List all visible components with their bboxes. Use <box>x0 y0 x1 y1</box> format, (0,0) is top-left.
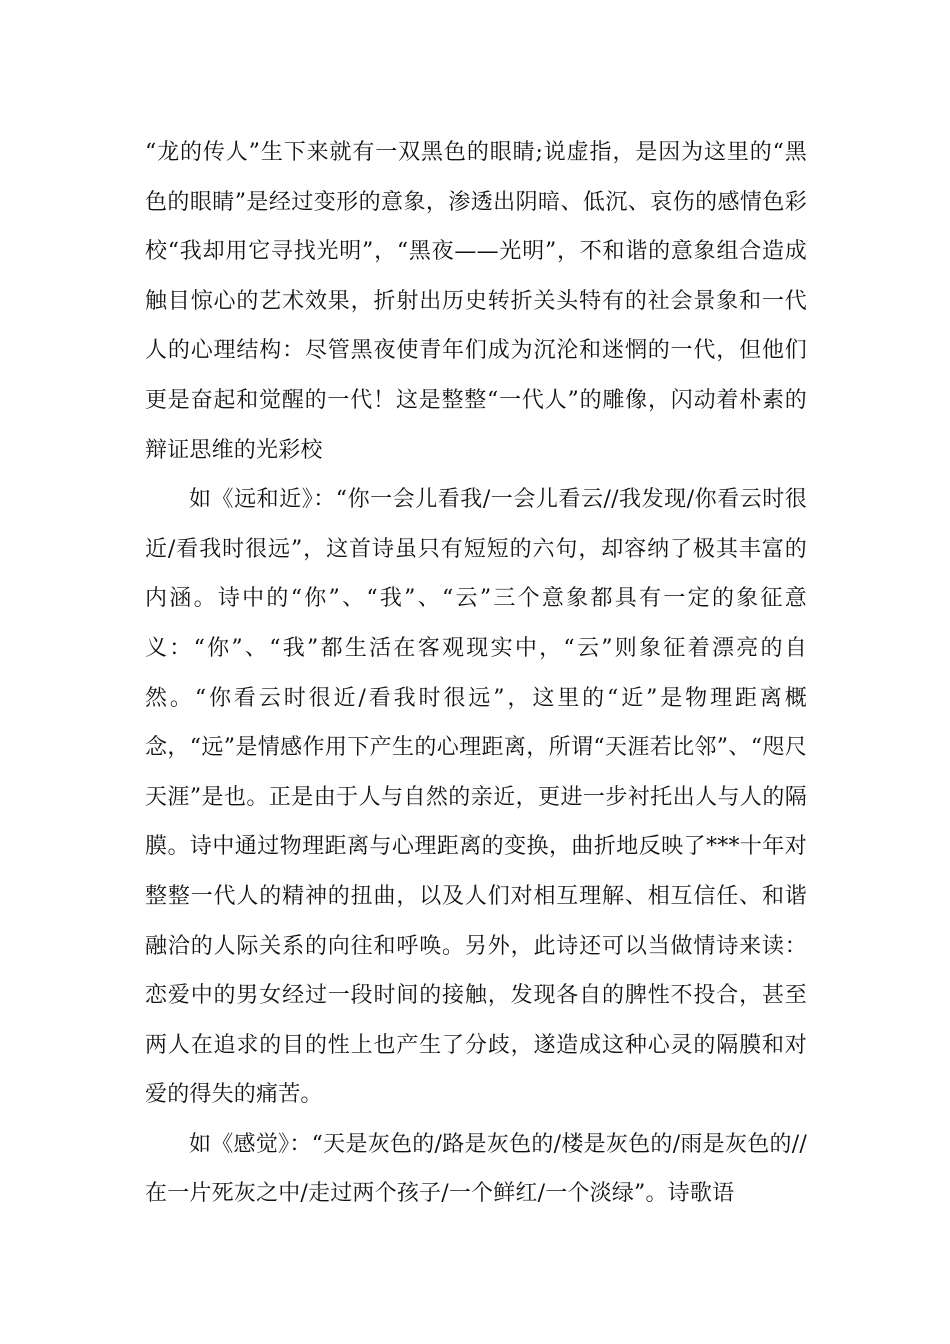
paragraph-1: “龙的传人”生下来就有一双黑色的眼睛;说虚指，是因为这里的“黑色的眼睛”是经过变形的意象，渗透出阴暗、低沉、哀伤的感情色彩校“我却用它寻找光明”，“黑夜——光明”，不和谐的意象组合造成触目惊心的艺术效果，折射出历史转折关头特有的社会景象和一代人的心理结构：尽管黑夜使青年们成为沉沦和迷惘的一代，但他们更是奋起和觉醒的一代！这是整整“一代人”的雕像，闪动着朴素的辩证思维的光彩校 <box>145 140 807 463</box>
paragraph-3: 如《感觉》：“天是灰色的/路是灰色的/楼是灰色的/雨是灰色的//在一片死灰之中/走过两个孩子/一个鲜红/一个淡绿”。诗歌语 <box>145 1131 807 1207</box>
document-page <box>145 128 807 1219</box>
paragraph-2: 如《远和近》：“你一会儿看我/一会儿看云//我发现/你看云时很近/看我时很远”，这首诗虽只有短短的六句，却容纳了极其丰富的内涵。诗中的“你”、“我”、“云”三个意象都具有一定的象征意义：“你”、“我”都生活在客观现实中，“云”则象征着漂亮的自然。“你看云时很近/看我时很远”，这里的“近”是物理距离概念，“远”是情感作用下产生的心理距离，所谓“天涯若比邻”、“咫尺天涯”是也。正是由于人与自然的亲近，更进一步衬托出人与人的隔膜。诗中通过物理距离与心理距离的变换，曲折地反映了***十年对整整一代人的精神的扭曲，以及人们对相互理解、相互信任、和谐融洽的人际关系的向往和呼唤。另外，此诗还可以当做情诗来读：恋爱中的男女经过一段时间的接触，发现各自的脾性不投合，甚至两人在追求的目的性上也产生了分歧，遂造成这种心灵的隔膜和对爱的得失的痛苦。 <box>145 487 807 1108</box>
